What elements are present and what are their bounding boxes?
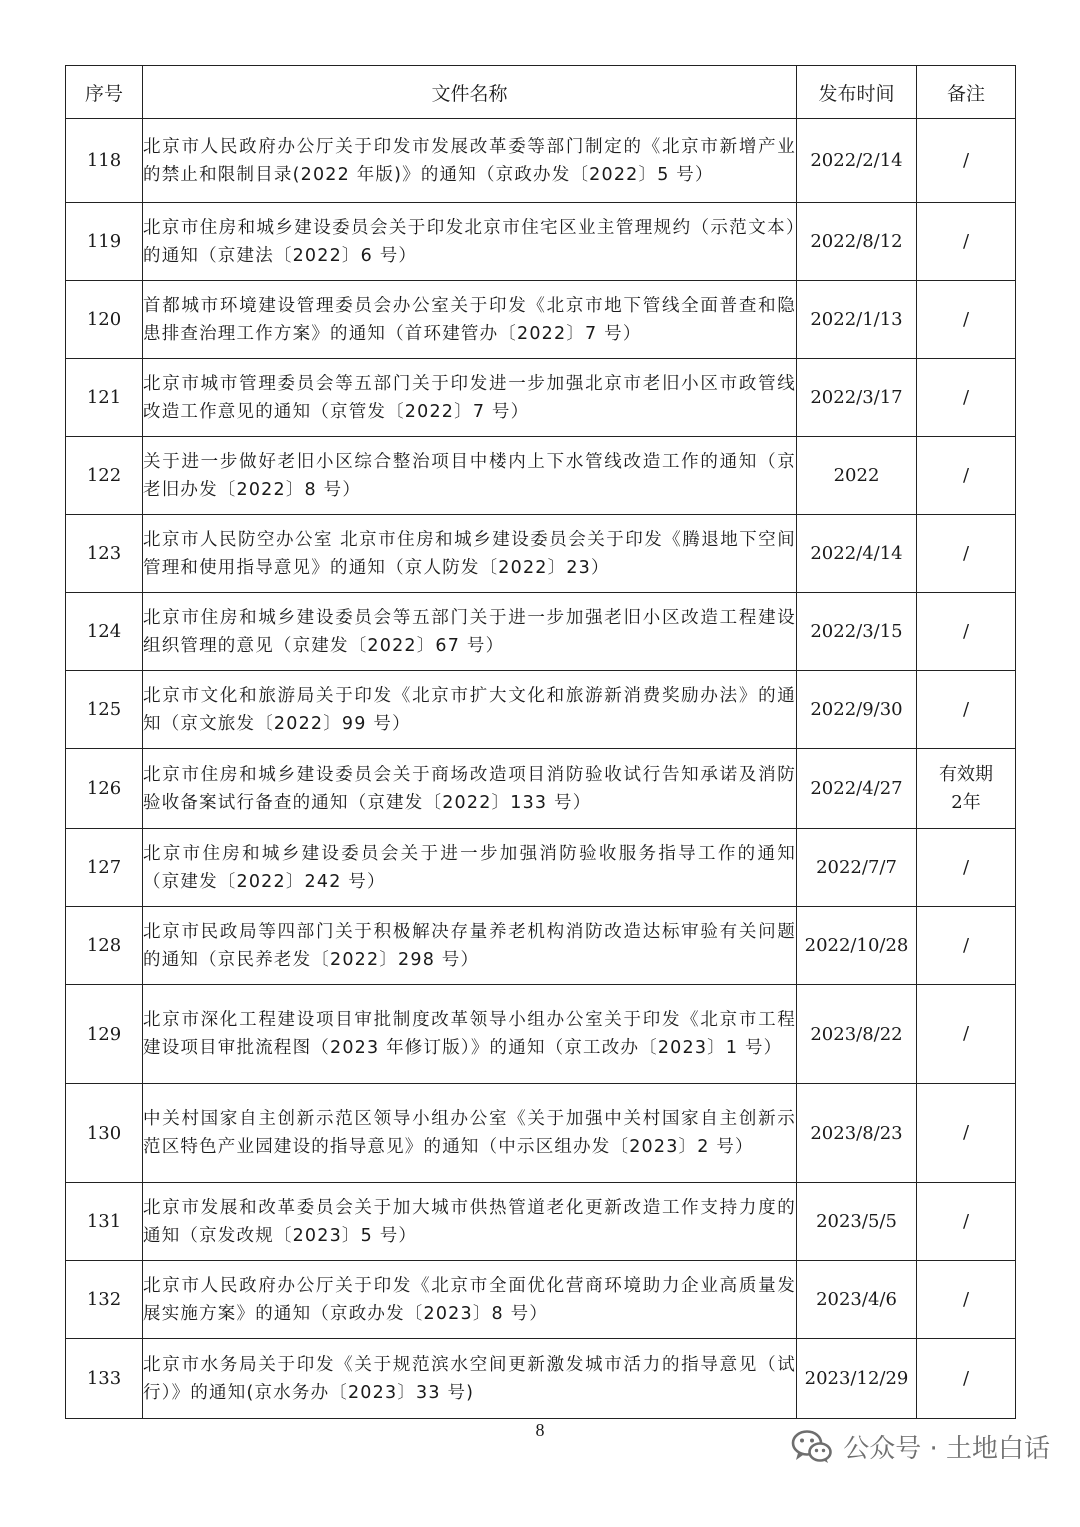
row-date: 2023/8/22 bbox=[797, 985, 917, 1084]
row-date: 2022/10/28 bbox=[797, 907, 917, 985]
row-date: 2022/1/13 bbox=[797, 281, 917, 359]
row-title: 首都城市环境建设管理委员会办公室关于印发《北京市地下管线全面普查和隐患排查治理工作方案》的通知（首环建管办〔2022〕7 号） bbox=[143, 281, 797, 359]
table-row bbox=[66, 359, 1016, 437]
header-no: 序号 bbox=[66, 66, 143, 119]
row-note: / bbox=[917, 203, 1016, 281]
row-number: 130 bbox=[66, 1084, 143, 1183]
row-number: 125 bbox=[66, 671, 143, 749]
row-number: 133 bbox=[66, 1339, 143, 1419]
row-number: 128 bbox=[66, 907, 143, 985]
table-row bbox=[66, 281, 1016, 359]
table-row bbox=[66, 1183, 1016, 1261]
row-note: / bbox=[917, 437, 1016, 515]
row-title: 北京市人民政府办公厅关于印发市发展改革委等部门制定的《北京市新增产业的禁止和限制目录(2022 年版)》的通知（京政办发〔2022〕5 号） bbox=[143, 119, 797, 203]
table-row bbox=[66, 907, 1016, 985]
table-row bbox=[66, 1084, 1016, 1183]
row-title: 北京市城市管理委员会等五部门关于印发进一步加强北京市老旧小区市政管线改造工作意见的通知（京管发〔2022〕7 号） bbox=[143, 359, 797, 437]
row-number: 121 bbox=[66, 359, 143, 437]
table-header-row bbox=[66, 66, 1016, 119]
row-note: / bbox=[917, 593, 1016, 671]
table-row bbox=[66, 437, 1016, 515]
row-note: 有效期 2年 bbox=[917, 749, 1016, 829]
table-row bbox=[66, 119, 1016, 203]
policy-table bbox=[65, 65, 1016, 1419]
row-title: 北京市民政局等四部门关于积极解决存量养老机构消防改造达标审验有关问题的通知（京民养老发〔2022〕298 号） bbox=[143, 907, 797, 985]
row-title: 北京市水务局关于印发《关于规范滨水空间更新激发城市活力的指导意见（试行）》的通知(京水务办〔2023〕33 号) bbox=[143, 1339, 797, 1419]
row-date: 2023/4/6 bbox=[797, 1261, 917, 1339]
row-date: 2023/8/23 bbox=[797, 1084, 917, 1183]
row-title: 北京市人民防空办公室 北京市住房和城乡建设委员会关于印发《腾退地下空间管理和使用指导意见》的通知（京人防发〔2022〕23） bbox=[143, 515, 797, 593]
row-note: / bbox=[917, 515, 1016, 593]
header-title: 文件名称 bbox=[143, 66, 797, 119]
row-number: 126 bbox=[66, 749, 143, 829]
row-note: / bbox=[917, 281, 1016, 359]
row-title: 北京市住房和城乡建设委员会关于进一步加强消防验收服务指导工作的通知（京建发〔2022〕242 号） bbox=[143, 829, 797, 907]
row-title: 北京市住房和城乡建设委员会关于商场改造项目消防验收试行告知承诺及消防验收备案试行备查的通知（京建发〔2022〕133 号） bbox=[143, 749, 797, 829]
row-date: 2023/12/29 bbox=[797, 1339, 917, 1419]
row-note: / bbox=[917, 119, 1016, 203]
table-row bbox=[66, 203, 1016, 281]
row-date: 2022/4/14 bbox=[797, 515, 917, 593]
row-note: / bbox=[917, 671, 1016, 749]
row-date: 2022/4/27 bbox=[797, 749, 917, 829]
row-note: / bbox=[917, 1261, 1016, 1339]
row-title: 北京市人民政府办公厅关于印发《北京市全面优化营商环境助力企业高质量发展实施方案》的通知（京政办发〔2023〕8 号） bbox=[143, 1261, 797, 1339]
row-number: 132 bbox=[66, 1261, 143, 1339]
page-number: 8 bbox=[535, 1420, 545, 1440]
watermark bbox=[791, 1428, 1050, 1465]
row-title: 北京市发展和改革委员会关于加大城市供热管道老化更新改造工作支持力度的通知（京发改规〔2023〕5 号） bbox=[143, 1183, 797, 1261]
row-date: 2022/2/14 bbox=[797, 119, 917, 203]
row-date: 2022/9/30 bbox=[797, 671, 917, 749]
row-note: / bbox=[917, 359, 1016, 437]
row-number: 122 bbox=[66, 437, 143, 515]
table-row bbox=[66, 1339, 1016, 1419]
watermark-text: 公众号 · 土地白话 bbox=[843, 1434, 1050, 1464]
row-number: 120 bbox=[66, 281, 143, 359]
table-row bbox=[66, 515, 1016, 593]
row-title: 北京市住房和城乡建设委员会等五部门关于进一步加强老旧小区改造工程建设组织管理的意见（京建发〔2022〕67 号） bbox=[143, 593, 797, 671]
row-number: 123 bbox=[66, 515, 143, 593]
row-number: 129 bbox=[66, 985, 143, 1084]
row-date: 2022/7/7 bbox=[797, 829, 917, 907]
table-row bbox=[66, 749, 1016, 829]
header-note: 备注 bbox=[917, 66, 1016, 119]
wechat-icon bbox=[791, 1429, 833, 1465]
row-note: / bbox=[917, 985, 1016, 1084]
table-row bbox=[66, 829, 1016, 907]
row-date: 2023/5/5 bbox=[797, 1183, 917, 1261]
row-number: 127 bbox=[66, 829, 143, 907]
row-date: 2022/3/17 bbox=[797, 359, 917, 437]
row-number: 131 bbox=[66, 1183, 143, 1261]
row-date: 2022/8/12 bbox=[797, 203, 917, 281]
row-note: / bbox=[917, 1084, 1016, 1183]
row-date: 2022/3/15 bbox=[797, 593, 917, 671]
row-date: 2022 bbox=[797, 437, 917, 515]
row-title: 北京市深化工程建设项目审批制度改革领导小组办公室关于印发《北京市工程建设项目审批流程图（2023 年修订版）》的通知（京工改办〔2023〕1 号） bbox=[143, 985, 797, 1084]
table-row bbox=[66, 593, 1016, 671]
row-note: / bbox=[917, 1339, 1016, 1419]
table-row bbox=[66, 1261, 1016, 1339]
row-note: / bbox=[917, 829, 1016, 907]
row-title: 北京市文化和旅游局关于印发《北京市扩大文化和旅游新消费奖励办法》的通知（京文旅发〔2022〕99 号） bbox=[143, 671, 797, 749]
row-number: 119 bbox=[66, 203, 143, 281]
header-date: 发布时间 bbox=[797, 66, 917, 119]
table-row bbox=[66, 985, 1016, 1084]
row-title: 关于进一步做好老旧小区综合整治项目中楼内上下水管线改造工作的通知（京老旧办发〔2022〕8 号） bbox=[143, 437, 797, 515]
row-title: 北京市住房和城乡建设委员会关于印发北京市住宅区业主管理规约（示范文本）的通知（京建法〔2022〕6 号） bbox=[143, 203, 797, 281]
table-row bbox=[66, 671, 1016, 749]
row-number: 118 bbox=[66, 119, 143, 203]
row-note: / bbox=[917, 1183, 1016, 1261]
row-note: / bbox=[917, 907, 1016, 985]
row-title: 中关村国家自主创新示范区领导小组办公室《关于加强中关村国家自主创新示范区特色产业园建设的指导意见》的通知（中示区组办发〔2023〕2 号） bbox=[143, 1084, 797, 1183]
row-number: 124 bbox=[66, 593, 143, 671]
